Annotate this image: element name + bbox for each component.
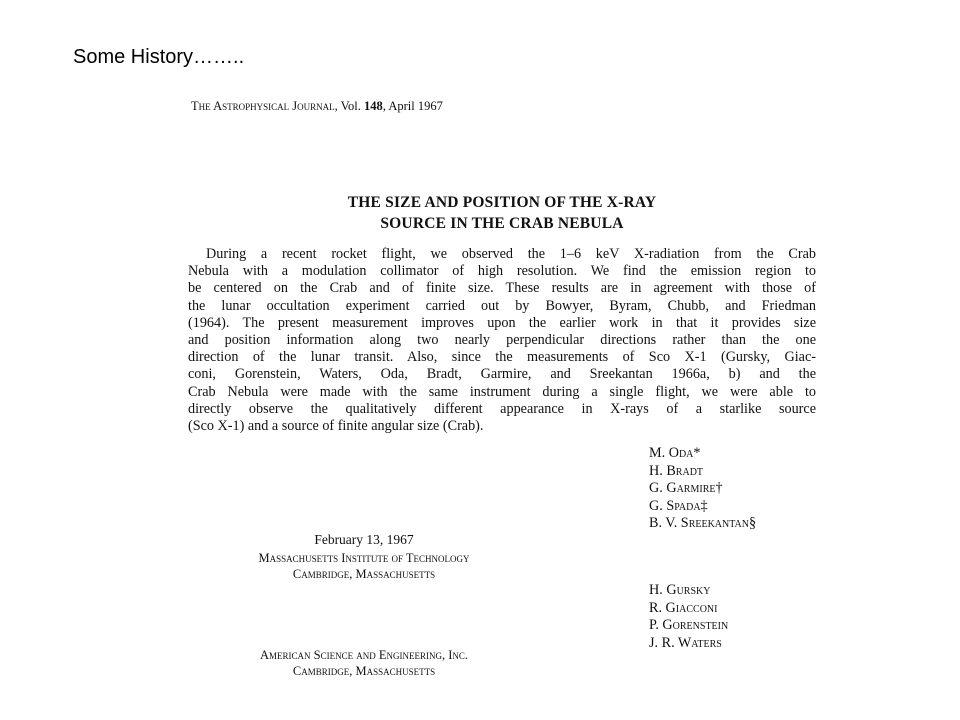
- abstract-line: Crab Nebula were made with the same instrument during a single flight, we were able to: [188, 383, 816, 400]
- abstract-line: and position information along two nearly perpendicular directions rather than the one: [188, 332, 816, 349]
- abstract-line: direction of the lunar transit. Also, since the measurements of Sco X-1 (Gursky, Giac-: [188, 349, 816, 366]
- affiliation-city: Cambridge, Massachusetts: [292, 566, 436, 581]
- journal-volume: 148: [364, 99, 383, 113]
- author-name: J. R. Waters: [649, 634, 722, 651]
- abstract-line: coni, Gorenstein, Waters, Oda, Bradt, Garmire, and Sreekantan 1966a, b) and the: [188, 366, 816, 383]
- author-name: H. Bradt: [649, 462, 704, 479]
- author-name: R. Giacconi: [649, 599, 718, 616]
- affiliation-mit: [224, 551, 504, 582]
- paper-title-line: THE SIZE AND POSITION OF THE X-RAY: [347, 194, 657, 211]
- abstract-line: the lunar occultation experiment carried out by Bowyer, Byram, Chubb, and Friedman: [188, 297, 816, 314]
- journal-date: , April 1967: [382, 99, 443, 113]
- author-list-ase: [649, 582, 728, 652]
- abstract: [188, 246, 816, 435]
- author-name: G. Garmire†: [649, 480, 723, 496]
- abstract-line: Nebula with a modulation collimator of high resolution. We find the emission region to: [188, 263, 816, 280]
- abstract-line: (Sco X-1) and a source of finite angular size (Crab).: [188, 418, 484, 435]
- journal-vol-prefix: , Vol.: [334, 99, 365, 113]
- affiliation-name: Massachusetts Institute of Technology: [258, 551, 470, 565]
- paper-title: [188, 192, 816, 234]
- author-name: G. Spada‡: [649, 497, 708, 514]
- author-name: P. Gorenstein: [649, 617, 729, 633]
- abstract-line: directly observe the qualitatively different appearance in X-rays of a starlike source: [188, 400, 816, 417]
- author-name: M. Oda*: [649, 445, 701, 461]
- journal-citation: [191, 98, 443, 114]
- abstract-line: (1964). The present measurement improves upon the earlier work in that it provides size: [188, 314, 816, 331]
- affiliation-name: American Science and Engineering, Inc.: [259, 648, 469, 662]
- journal-name: The Astrophysical Journal: [191, 99, 335, 113]
- affiliation-city: Cambridge, Massachusetts: [292, 663, 436, 678]
- author-name: H. Gursky: [649, 582, 711, 598]
- received-date: February 13, 1967: [314, 532, 414, 547]
- paper-title-line: SOURCE IN THE CRAB NEBULA: [380, 215, 624, 232]
- abstract-line: During a recent rocket flight, we observed the 1–6 keV X-radiation from the Crab: [206, 246, 816, 262]
- abstract-line: be centered on the Crab and of finite size. These results are in agreement with those of: [188, 280, 816, 297]
- author-list-mit: [649, 445, 756, 533]
- affiliation-ase: [224, 648, 504, 679]
- paper-scan: [188, 96, 816, 696]
- author-name: B. V. Sreekantan§: [649, 515, 757, 531]
- slide-title: Some History……..: [73, 46, 245, 68]
